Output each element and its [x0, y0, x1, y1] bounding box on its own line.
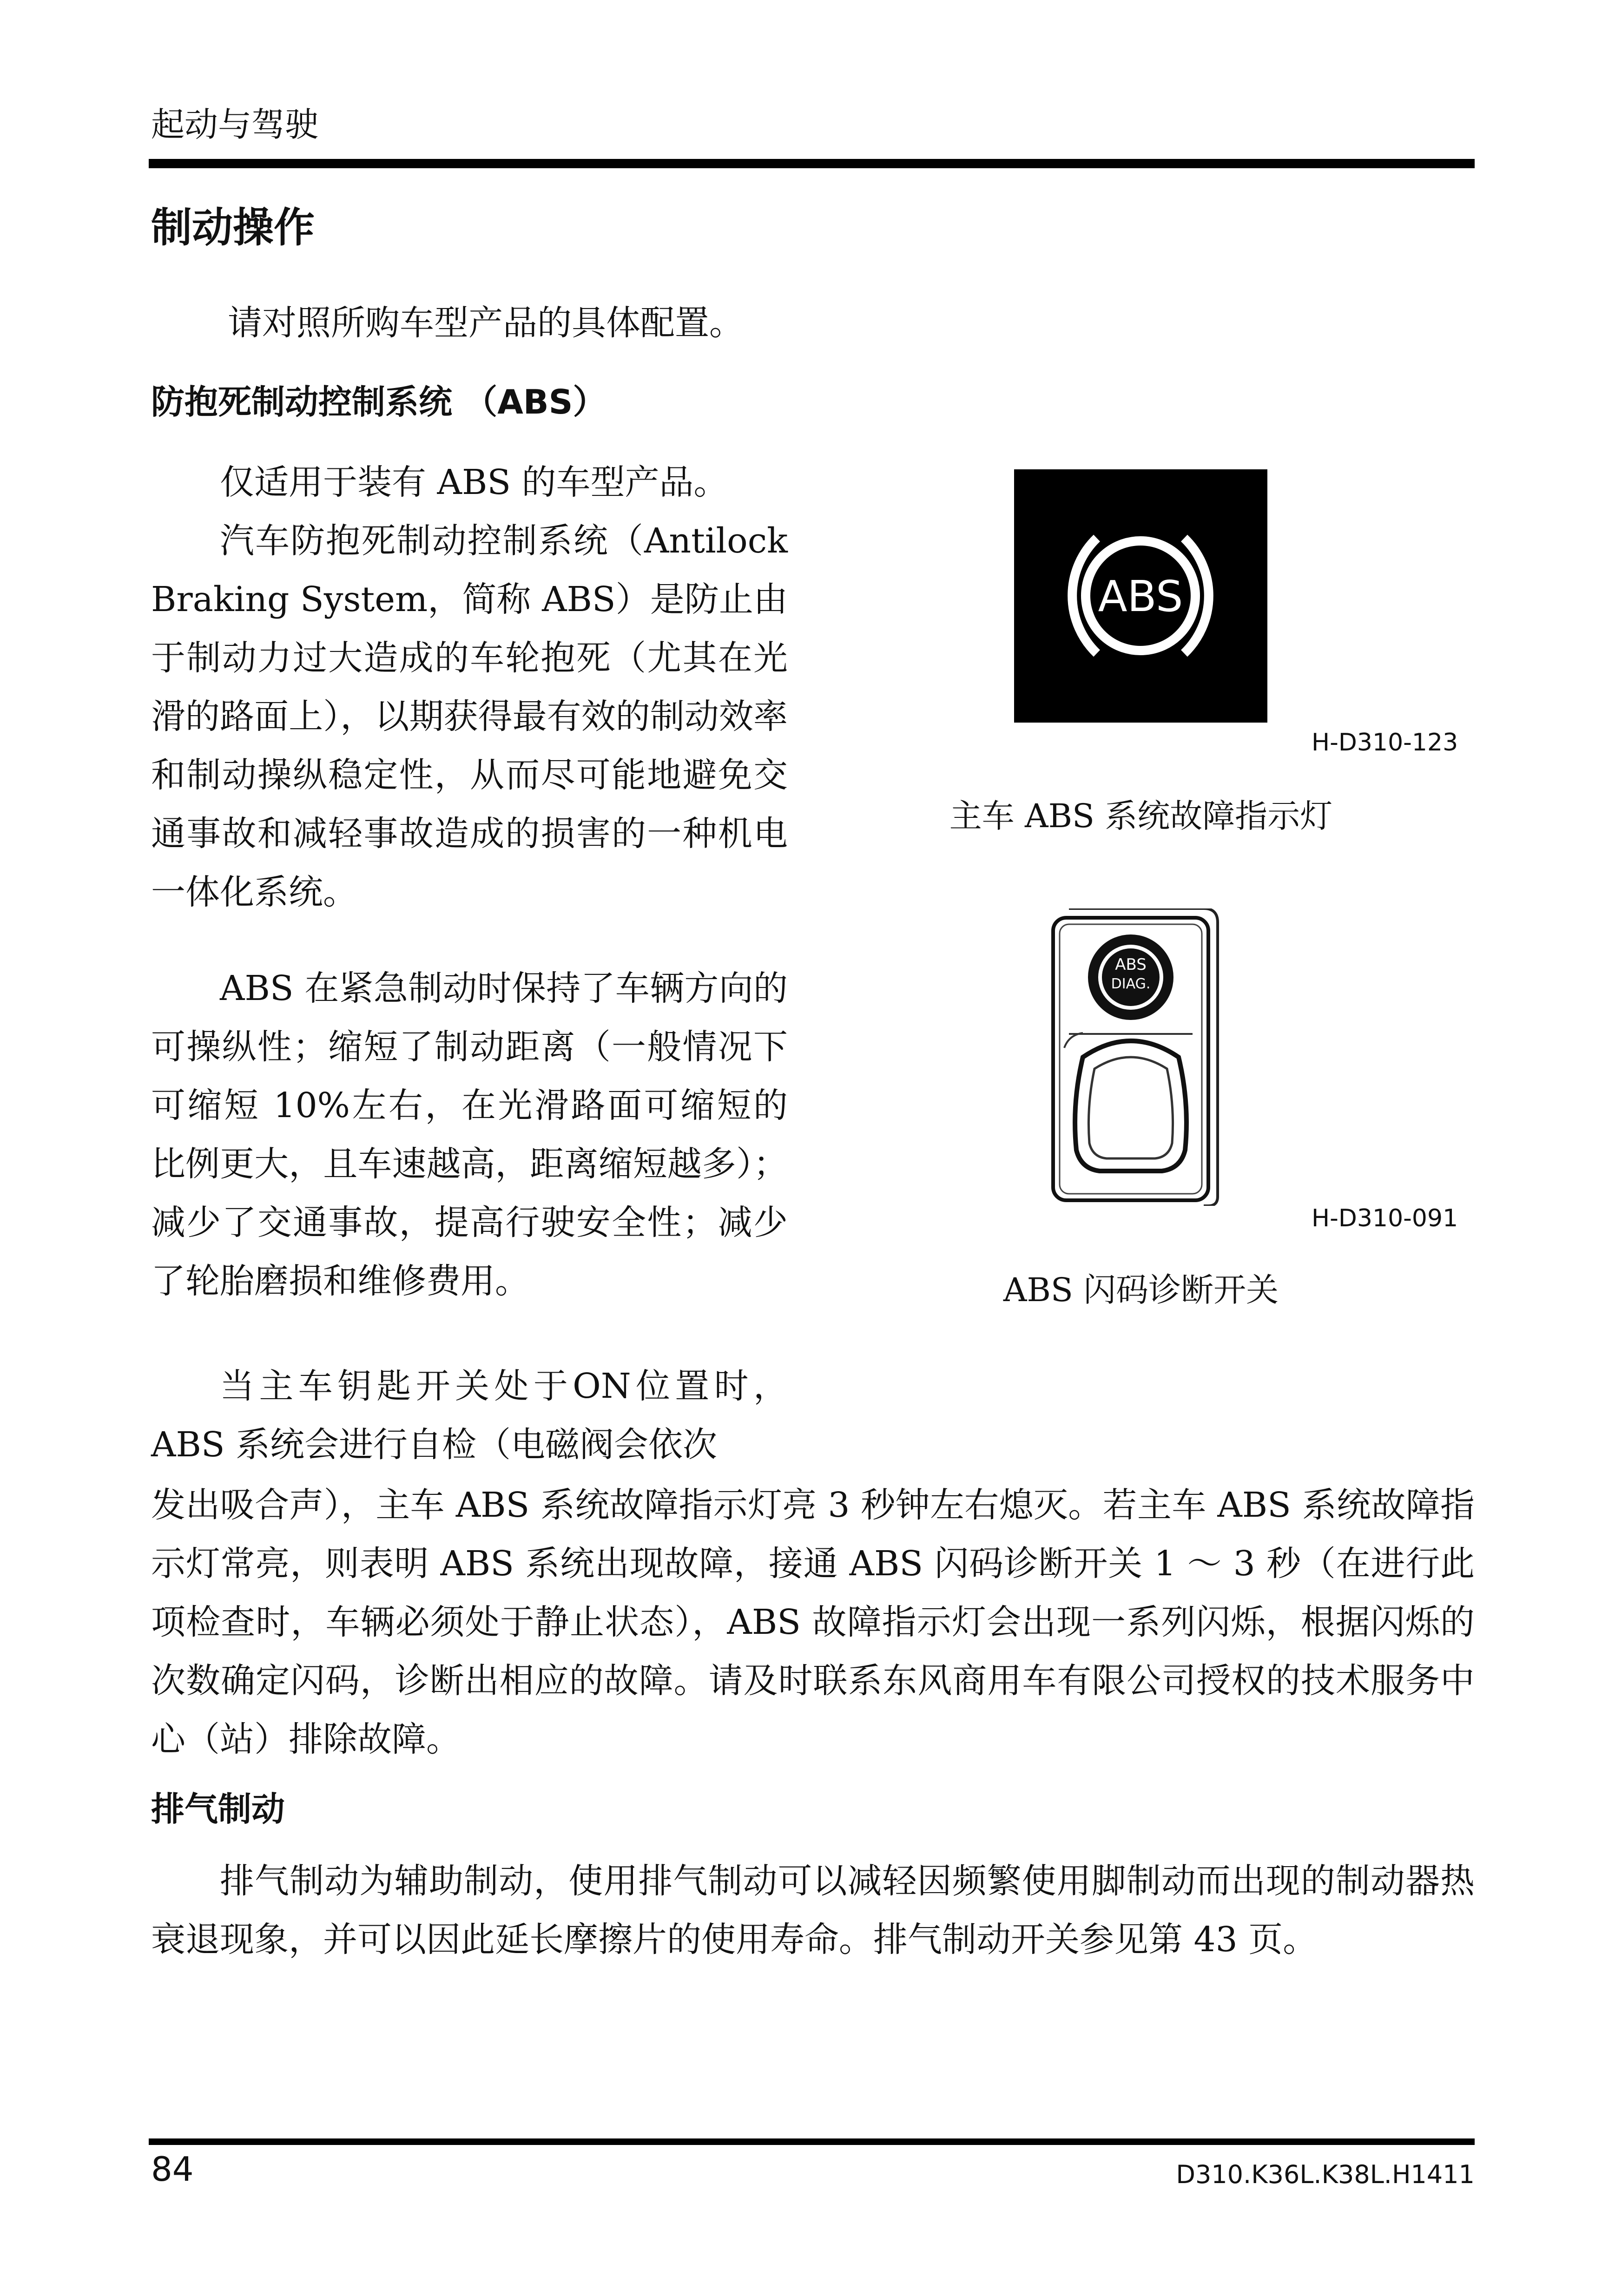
- abs-diag-switch-figure: [1050, 908, 1225, 1208]
- abs-warning-lamp-icon: [1014, 469, 1267, 723]
- exhaust-section-title: 排气制动: [151, 1789, 285, 1829]
- diag-button-line1: ABS: [1115, 955, 1147, 974]
- footer-rule: [149, 2138, 1475, 2145]
- figure2-code: H-D310-091: [1312, 1204, 1458, 1232]
- header-rule: [149, 159, 1475, 168]
- figure1-caption: 主车 ABS 系统故障指示灯: [949, 797, 1333, 835]
- abs-paragraph-4-cont: 发出吸合声），主车 ABS 系统故障指示灯亮 3 秒钟左右熄灭。若主车 ABS 系统故障指示灯常亮，则表明 ABS 系统出现故障，接通 ABS 闪码诊断开关 1 ～ 3 秒（在进行此项检查时，车辆必须处于静止状态），ABS 故障指示灯会出现一系列闪烁，根据闪烁的次数确定闪码，诊断出相应的故障。请及时联系东风商用车有限公司授权的技术服务中心（站）排除故障。: [151, 1485, 1475, 1759]
- page-title: 制动操作: [151, 204, 315, 251]
- figure2-caption: ABS 闪码诊断开关: [1003, 1271, 1279, 1309]
- page-number: 84: [151, 2150, 194, 2189]
- document-code: D310.K36L.K38L.H1411: [1176, 2160, 1475, 2189]
- abs-paragraph-3: ABS 在紧急制动时保持了车辆方向的可操纵性；缩短了制动距离（一般情况下可缩短 10%左右，在光滑路面可缩短的比例更大，且车速越高，距离缩短越多）；减少了交通事故，提高行驶安全性；减少了轮胎磨损和维修费用。: [151, 968, 788, 1301]
- abs-diag-switch-icon: [1050, 908, 1225, 1206]
- diag-button-line2: DIAG.: [1111, 976, 1151, 992]
- abs-paragraph-2: 汽车防抱死制动控制系统（Antilock Braking System，简称 ABS）是防止由于制动力过大造成的车轮抱死（尤其在光滑的路面上），以期获得最有效的制动效率和制动操纵稳定性，从而尽可能地避免交通事故和减轻事故造成的损害的一种机电一体化系统。: [151, 521, 788, 912]
- abs-section-title: 防抱死制动控制系统 （ABS）: [151, 382, 606, 421]
- abs-warning-lamp-figure: [1014, 469, 1267, 724]
- figure1-code: H-D310-123: [1312, 729, 1458, 757]
- exhaust-paragraph: 排气制动为辅助制动，使用排气制动可以减轻因频繁使用脚制动而出现的制动器热衰退现象，并可以因此延长摩擦片的使用寿命。排气制动开关参见第 43 页。: [151, 1861, 1475, 1960]
- abs-paragraph-4-start: 当主车钥匙开关处于ON位置时，ABS 系统会进行自检（电磁阀会依次: [151, 1366, 788, 1465]
- abs-lamp-label: ABS: [1098, 572, 1183, 621]
- intro-text: 请对照所购车型产品的具体配置。: [228, 303, 744, 343]
- abs-paragraph-1: 仅适用于装有 ABS 的车型产品。: [220, 462, 728, 502]
- chapter-header: 起动与驾驶: [151, 105, 319, 144]
